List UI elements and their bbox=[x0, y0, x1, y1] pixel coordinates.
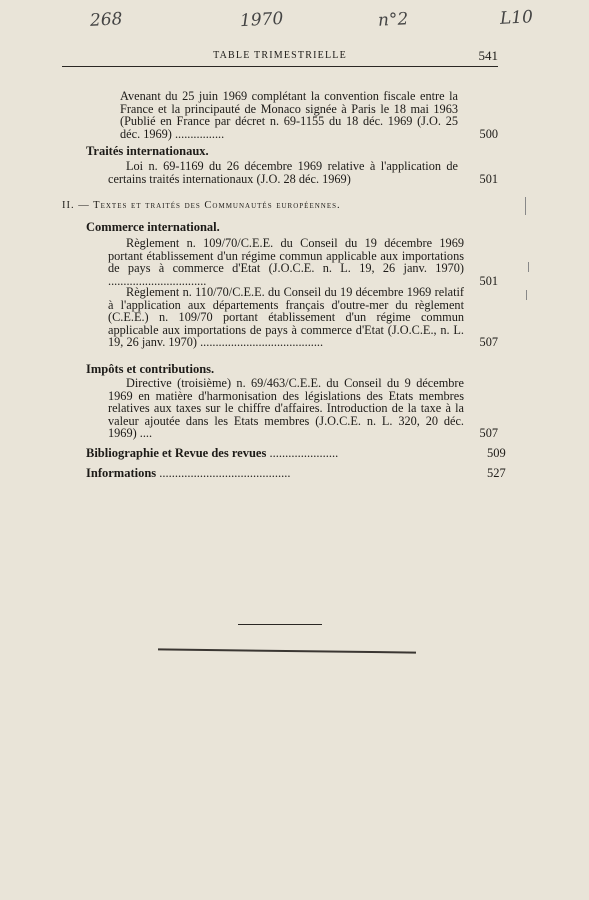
subheading-commerce: Commerce international. bbox=[86, 220, 220, 234]
entry-page: 501 bbox=[479, 171, 498, 186]
entry-text: Directive (troisième) n. 69/463/C.E.E. du Conseil du 9 décembre 1969 en matière d'harmonisation des législations des Etats membres relatives aux taxes sur le chiffre d'affaires. Introduction de la taxe à la valeur ajoutée dans les Etats membres (J.O.C.E. n. L. 320, 20 déc. 1969) .... bbox=[108, 376, 464, 441]
handwritten-note-1: 268 bbox=[89, 9, 123, 31]
entry-page: 500 bbox=[479, 126, 498, 141]
entry-avenant bbox=[120, 90, 498, 140]
entry-text: Loi n. 69-1169 du 26 décembre 1969 relative à l'application de certains traités internationaux (J.O. 28 déc. 1969) bbox=[108, 159, 458, 186]
entry-label: Informations bbox=[86, 466, 157, 480]
entry-informations bbox=[86, 466, 506, 481]
section-heading: II. — Textes et traités des Communautés européennes. bbox=[62, 200, 341, 211]
entry-text: Règlement n. 110/70/C.E.E. du Conseil du 19 décembre 1969 relatif à l'application aux départements français d'outre-mer du règlement (C.E.E.) n. 109/70 portant établissement d'un régime commun applicable aux importations de pays à commerce d'Etat (J.O.C.E., n. L. 19, 26 janv. 1970) ........................................ bbox=[108, 285, 464, 350]
entry-text: Règlement n. 109/70/C.E.E. du Conseil du 19 décembre 1969 portant établissement d'un régime commun applicable aux importations de pays à commerce d'Etat (J.O.C.E. n. L. 19, 26 janv. 1970) ................................ bbox=[108, 236, 464, 288]
entry-page: 501 bbox=[479, 273, 498, 288]
page-header bbox=[62, 48, 498, 67]
entry-reglement-109 bbox=[108, 237, 498, 287]
entry-leader: .......................................... bbox=[156, 466, 291, 480]
divider-short bbox=[238, 624, 322, 625]
entry-label: Bibliographie et Revue des revues bbox=[86, 446, 267, 460]
entry-page: 527 bbox=[487, 466, 506, 480]
margin-mark bbox=[525, 197, 526, 215]
entry-reglement-110 bbox=[108, 286, 498, 349]
handwritten-note-2: 1970 bbox=[239, 8, 284, 32]
margin-mark bbox=[528, 262, 529, 272]
margin-mark bbox=[526, 290, 527, 300]
handwritten-note-3: n°2 bbox=[377, 9, 409, 31]
entry-loi bbox=[108, 160, 498, 185]
subheading-impots: Impôts et contributions. bbox=[86, 362, 215, 376]
entry-bibliographie bbox=[86, 446, 506, 461]
handwritten-note-4: L10 bbox=[499, 7, 534, 29]
entry-page: 507 bbox=[479, 335, 498, 350]
subheading-traites: Traités internationaux. bbox=[86, 144, 209, 158]
running-title: TABLE TRIMESTRIELLE bbox=[213, 50, 347, 61]
divider-long bbox=[158, 648, 416, 653]
entry-page: 507 bbox=[479, 426, 498, 441]
entry-text: Avenant du 25 juin 1969 complétant la convention fiscale entre la France et la principauté de Monaco signée à Paris le 18 mai 1963 (Publié en France par décret n. 69-1155 du 18 déc. 1969 (J.O. 25 déc. 1969) ................ bbox=[120, 89, 458, 141]
entry-page: 509 bbox=[487, 446, 506, 460]
entry-leader: ...................... bbox=[266, 446, 339, 460]
entry-directive bbox=[108, 377, 498, 440]
page-number: 541 bbox=[478, 48, 498, 63]
